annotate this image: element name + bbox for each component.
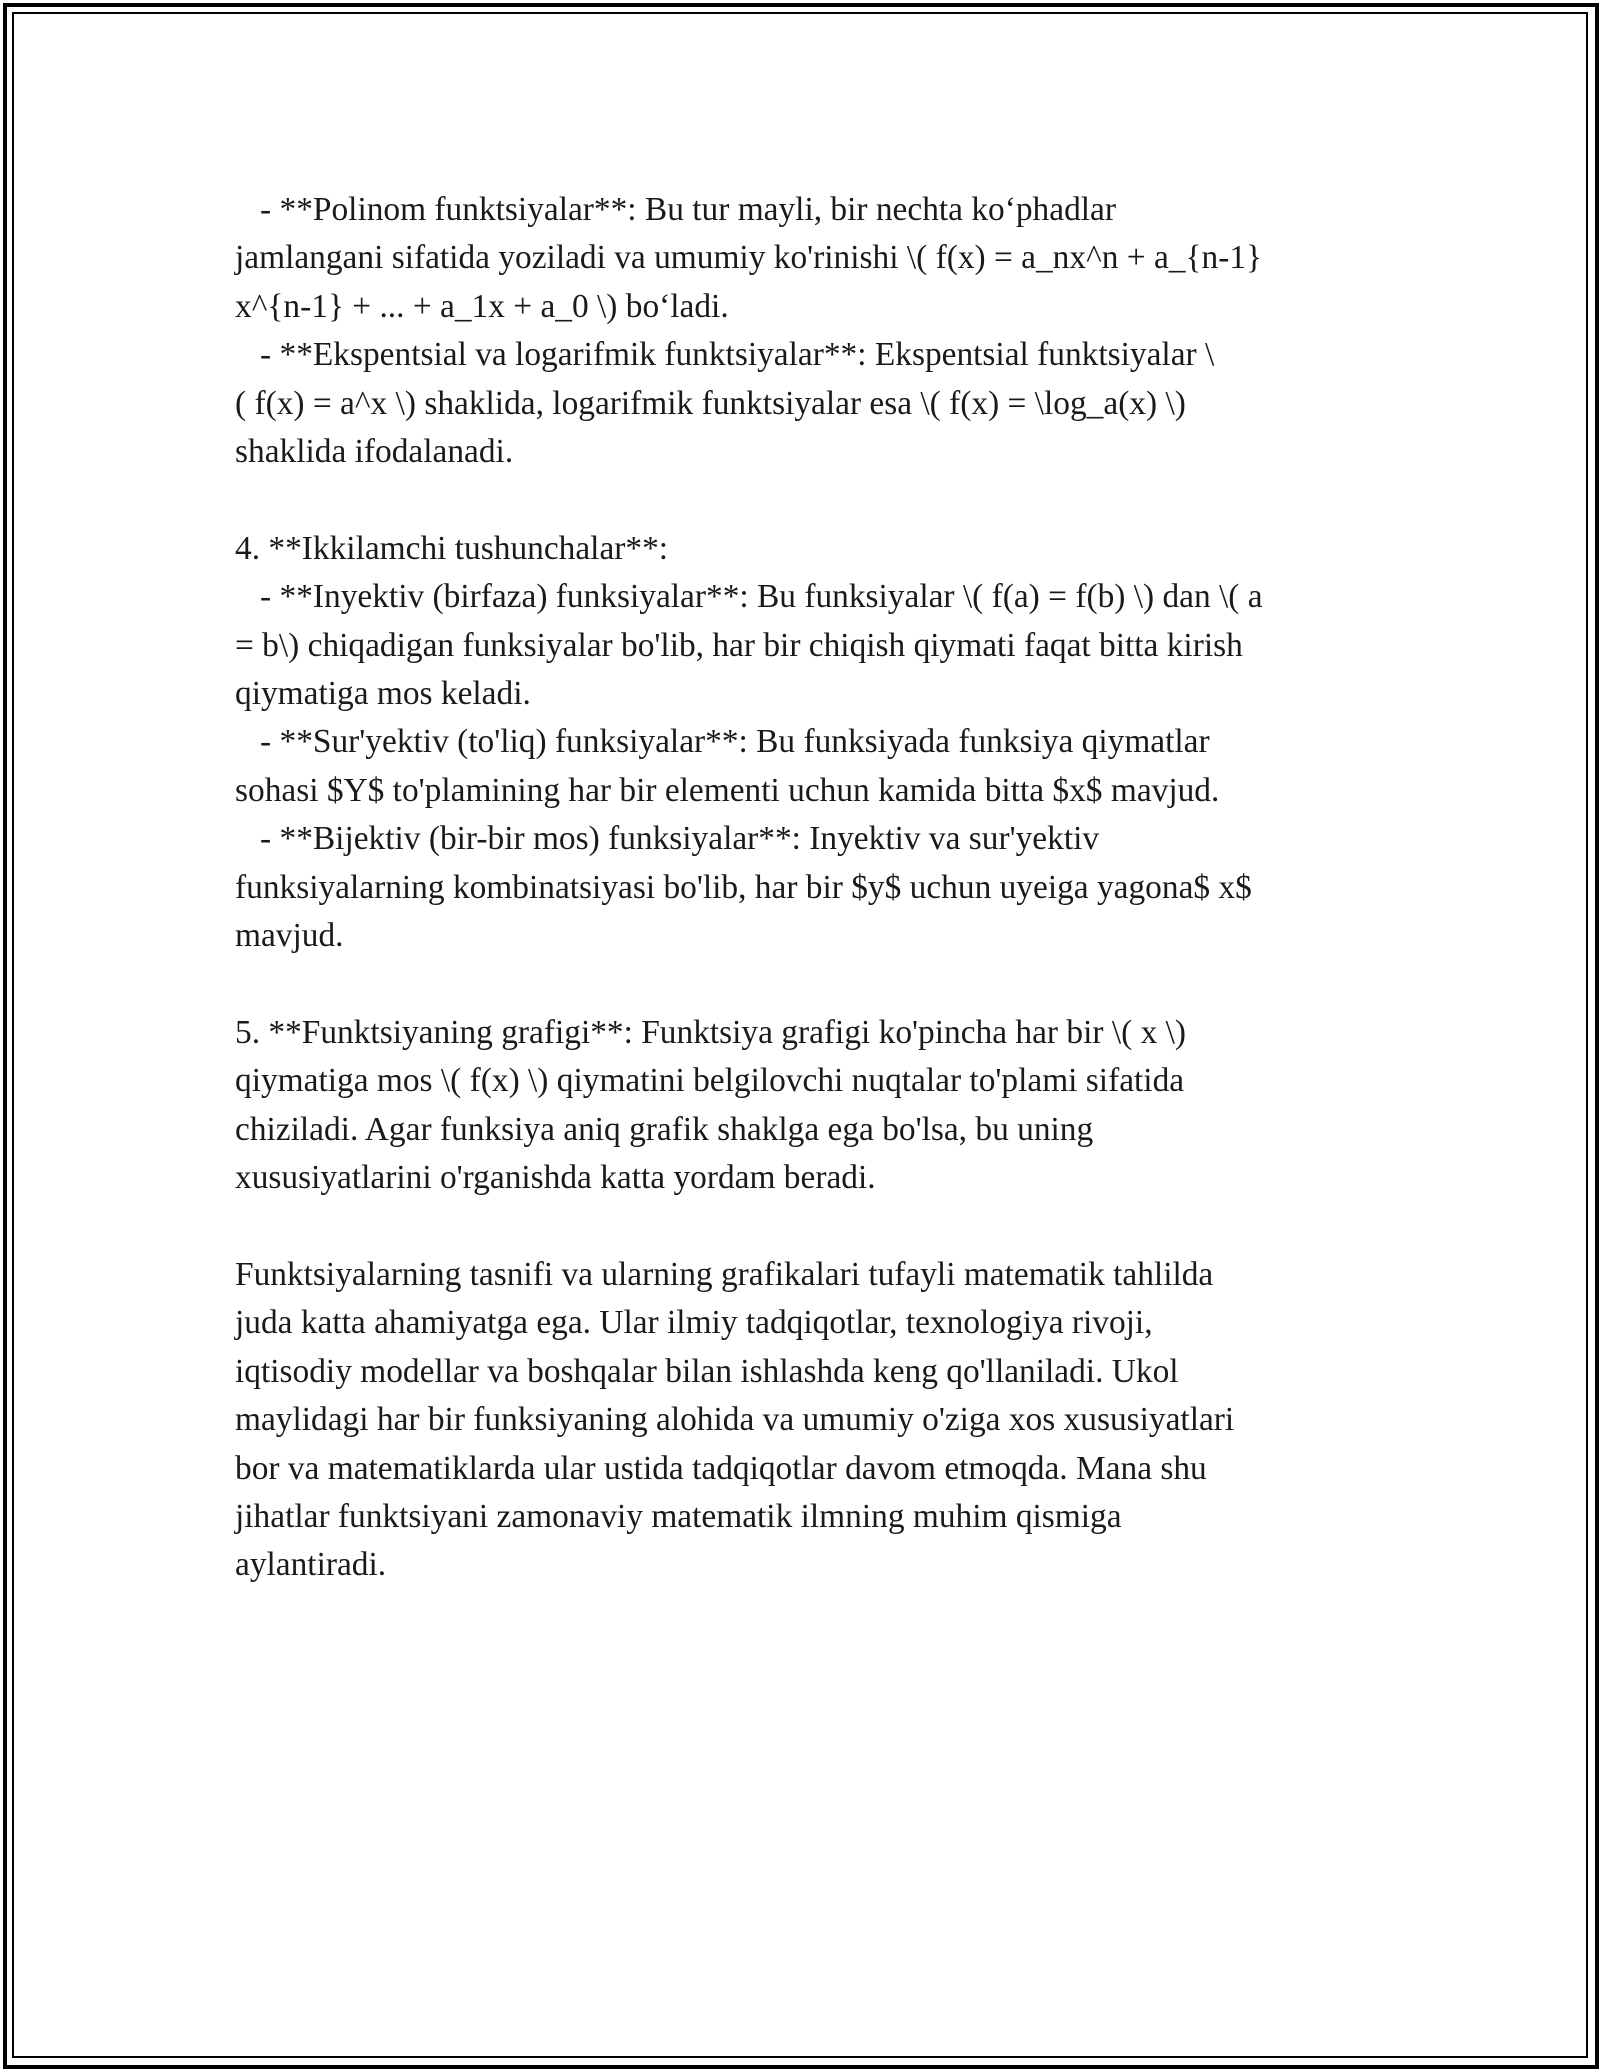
document-body-text: - **Polinom funktsiyalar**: Bu tur mayli, bir nechta ko‘phadlar jamlangani sifatida yoziladi va umumiy ko'rinishi \( f(x) = a_nx^n + a_{n-1} x^{n-1} + ... + a_1x + a_0 \) bo‘ladi. - **Ekspentsial va logarifmik funktsiyalar**: Ekspentsial funktsiyalar \ ( f(x) = a^x \) shaklida, logarifmik funktsiyalar esa \( f(x) = \log_a(x) \) shaklida ifodalanadi. 4. **Ikkilamchi tushunchalar**: - **Inyektiv (birfaza) funksiyalar**: Bu funksiyalar \( f(a) = f(b) \) dan \( a = b\) chiqadigan funksiyalar bo'lib, har bir chiqish qiymati faqat bitta kirish qiymatiga mos keladi. - **Sur'yektiv (to'liq) funksiyalar**: Bu funksiyada funksiya qiymatlar sohasi $Y$ to'plamining har bir elementi uchun kamida bitta $x$ mavjud. - **Bijektiv (bir-bir mos) funksiyalar**: Inyektiv va sur'yektiv funksiyalarning kombinatsiyasi bo'lib, har bir $y$ uchun uyeiga yagona$ x$ mavjud. 5. **Funktsiyaning grafigi**: Funktsiya grafigi ko'pincha har bir \( x \) qiymatiga mos \( f(x) \) qiymatini belgilovchi nuqtalar to'plami sifatida chiziladi. Agar funksiya aniq grafik shaklga ega bo'lsa, bu uning xususiyatlarini o'rganishda katta yordam beradi. Funktsiyalarning tasnifi va ularning grafikalari tufayli matematik tahlilda juda katta ahamiyatga ega. Ular ilmiy tadqiqotlar, texnologiya rivoji, iqtisodiy modellar va boshqalar bilan ishlashda keng qo'llaniladi. Ukol maylidagi har bir funksiyaning alohida va umumiy o'ziga xos xususiyatlari bor va matematiklarda ular ustida tadqiqotlar davom etmoqda. Mana shu jihatlar funktsiyani zamonaviy matematik ilmning muhim qismiga aylantiradi. — [235, 191, 1263, 1584]
